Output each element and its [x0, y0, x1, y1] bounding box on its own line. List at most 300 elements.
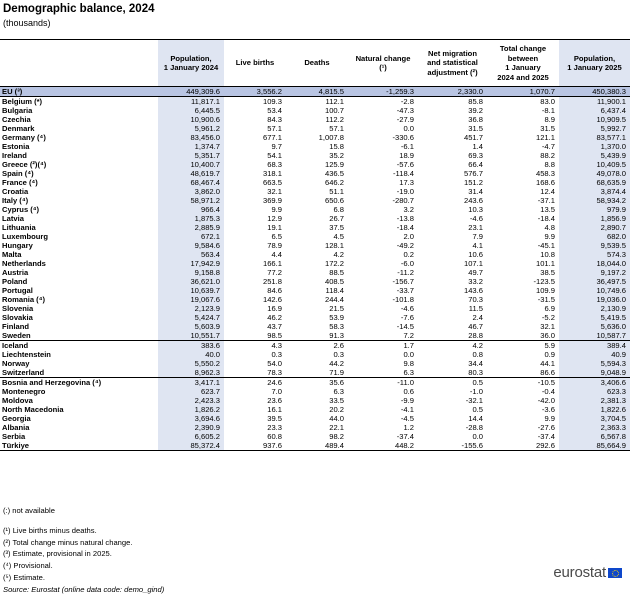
- country-name: Bulgaria: [2, 106, 33, 115]
- table-row: [0, 214, 630, 223]
- cell-value: 83,577.1: [559, 133, 630, 142]
- cell-value: 44.2: [329, 359, 344, 368]
- cell-value: 70.3: [468, 295, 483, 304]
- cell-value: 1,070.7: [487, 87, 559, 97]
- cell-value: 34.4: [468, 359, 483, 368]
- cell-value: 408.5: [324, 277, 344, 286]
- cell-value: 436.5: [324, 169, 344, 178]
- cell-value: 10.6: [468, 250, 483, 259]
- cell-value: 5,961.2: [158, 124, 224, 133]
- cell-value: 1.2: [403, 423, 414, 432]
- cell-value: 98.5: [267, 331, 282, 340]
- cell-value: -1,259.3: [348, 87, 418, 97]
- cell-value: 7.2: [403, 331, 414, 340]
- table-row: [0, 259, 630, 268]
- cell-value: 71.9: [329, 368, 344, 377]
- cell-value: 35.2: [329, 151, 344, 160]
- cell-value: 244.4: [324, 295, 344, 304]
- cell-value: 10,639.7: [158, 286, 224, 295]
- cell-value: 107.1: [463, 259, 483, 268]
- cell-value: 57.1: [329, 124, 344, 133]
- cell-value: 5,424.7: [158, 313, 224, 322]
- cell-value: 5,419.5: [559, 313, 630, 322]
- table-row: [0, 396, 630, 405]
- country-name: Portugal: [2, 286, 33, 295]
- country-name: Spain (⁴): [2, 169, 34, 178]
- cell-value: 54.1: [267, 151, 282, 160]
- cell-value: 449,309.6: [158, 87, 224, 97]
- cell-value: 143.6: [463, 286, 483, 295]
- cell-value: 8.8: [544, 160, 555, 169]
- country-name: Serbia: [2, 432, 26, 441]
- cell-value: -0.4: [541, 387, 555, 396]
- cell-value: 7.0: [271, 387, 282, 396]
- country-name: Ireland: [2, 151, 27, 160]
- cell-value: -6.0: [400, 259, 414, 268]
- cell-value: 84.6: [267, 286, 282, 295]
- cell-value: -330.6: [392, 133, 414, 142]
- cell-value: 112.1: [286, 97, 348, 107]
- cell-value: 78.9: [267, 241, 282, 250]
- cell-value: 10,749.6: [559, 286, 630, 295]
- cell-value: 251.8: [262, 277, 282, 286]
- cell-value: 1,822.6: [559, 405, 630, 414]
- cell-value: 663.5: [262, 178, 282, 187]
- cell-value: -155.6: [418, 441, 487, 451]
- cell-value: 5,351.7: [158, 151, 224, 160]
- cell-value: -32.1: [465, 396, 483, 405]
- cell-value: 36,621.0: [158, 277, 224, 286]
- cell-value: 53.9: [329, 313, 344, 322]
- cell-value: 450,380.3: [559, 87, 630, 97]
- cell-value: 39.2: [468, 106, 483, 115]
- cell-value: 0.5: [418, 378, 487, 388]
- table-body: [0, 87, 630, 451]
- cell-value: 5,636.0: [559, 322, 630, 331]
- cell-value: -33.7: [396, 286, 414, 295]
- cell-value: 3,556.2: [224, 87, 286, 97]
- cell-value: 448.2: [348, 441, 418, 451]
- country-name: Austria: [2, 268, 29, 277]
- cell-value: -37.1: [537, 196, 555, 205]
- cell-value: 4.1: [472, 241, 483, 250]
- table-row: [0, 414, 630, 423]
- cell-value: 2,130.9: [559, 304, 630, 313]
- country-name: Romania (⁴): [2, 295, 45, 304]
- table-row: [0, 178, 630, 187]
- footnote: (:) not available: [3, 506, 55, 515]
- cell-value: 2,423.3: [158, 396, 224, 405]
- cell-value: -118.4: [393, 169, 414, 178]
- cell-value: 0.0: [403, 124, 414, 133]
- cell-value: 58.3: [329, 322, 344, 331]
- cell-value: 88.2: [540, 151, 555, 160]
- cell-value: 383.6: [158, 341, 224, 351]
- country-name: Netherlands: [2, 259, 46, 268]
- cell-value: 38.5: [540, 268, 555, 277]
- table-row: [0, 268, 630, 277]
- country-name: Albania: [2, 423, 30, 432]
- cell-value: -9.9: [400, 396, 414, 405]
- cell-value: 28.8: [468, 331, 483, 340]
- table-row: [0, 151, 630, 160]
- country-name: Luxembourg: [2, 232, 48, 241]
- table-row: [0, 241, 630, 250]
- country-name: Poland: [2, 277, 28, 286]
- table-row: [0, 286, 630, 295]
- cell-value: 85,664.9: [559, 441, 630, 451]
- cell-value: 6,567.8: [559, 432, 630, 441]
- cell-value: 33.2: [468, 277, 483, 286]
- cell-value: 53.4: [267, 106, 282, 115]
- cell-value: 112.2: [325, 115, 344, 124]
- logo-text: eurostat: [553, 564, 606, 581]
- cell-value: 36.0: [540, 331, 555, 340]
- cell-value: 2.6: [286, 341, 348, 351]
- cell-value: -11.2: [397, 268, 414, 277]
- footnote: (²) Total change minus natural change.: [3, 537, 133, 547]
- cell-value: 5,603.9: [158, 322, 224, 331]
- table-row: [0, 441, 630, 451]
- cell-value: 292.6: [487, 441, 559, 451]
- cell-value: 4.8: [544, 223, 555, 232]
- cell-value: 10,551.7: [158, 331, 224, 341]
- cell-value: 458.3: [535, 169, 555, 178]
- cell-value: -123.5: [533, 277, 555, 286]
- table-row: [0, 387, 630, 396]
- cell-value: 677.1: [262, 133, 282, 142]
- country-name: Finland: [2, 322, 29, 331]
- cell-value: 46.7: [468, 322, 483, 331]
- cell-value: -31.5: [537, 295, 555, 304]
- cell-value: 23.1: [468, 223, 483, 232]
- table-row: [0, 106, 630, 115]
- cell-value: 68,467.4: [158, 178, 224, 187]
- cell-value: -45.1: [537, 241, 555, 250]
- cell-value: -2.8: [348, 97, 418, 107]
- cell-value: -4.5: [400, 414, 414, 423]
- cell-value: 5,594.3: [559, 359, 630, 368]
- country-name: Bosnia and Herzegovina (⁴): [0, 378, 158, 388]
- table-row: [0, 322, 630, 331]
- cell-value: -49.2: [396, 241, 414, 250]
- cell-value: 937.6: [224, 441, 286, 451]
- table-row: [0, 205, 630, 214]
- cell-value: 69.3: [468, 151, 483, 160]
- cell-value: 966.4: [158, 205, 224, 214]
- cell-value: 6.5: [271, 232, 282, 241]
- cell-value: 3,406.6: [559, 378, 630, 388]
- cell-value: 650.6: [324, 196, 344, 205]
- cell-value: 10,900.6: [158, 115, 224, 124]
- cell-value: -4.6: [469, 214, 483, 223]
- table-row: [0, 196, 630, 205]
- cell-value: 1,007.8: [318, 133, 344, 142]
- table-row: [0, 142, 630, 151]
- cell-value: 1.7: [348, 341, 418, 351]
- table-row: [0, 187, 630, 196]
- cell-value: -28.8: [465, 423, 483, 432]
- cell-value: 58,971.2: [158, 196, 224, 205]
- cell-value: -5.2: [541, 313, 555, 322]
- table-row: [0, 304, 630, 313]
- cell-value: 68.3: [267, 160, 282, 169]
- cell-value: 58,934.2: [559, 196, 630, 205]
- country-name: Lithuania: [2, 223, 36, 232]
- header-col: Population, 1 January 2024: [158, 40, 224, 87]
- table-row: [0, 313, 630, 322]
- cell-value: -18.4: [396, 223, 414, 232]
- cell-value: 40.0: [158, 350, 224, 359]
- table-row: [0, 169, 630, 178]
- cell-value: 33.5: [329, 396, 344, 405]
- cell-value: 563.4: [158, 250, 224, 259]
- cell-value: 6.3: [333, 387, 344, 396]
- cell-value: 86.6: [540, 368, 555, 377]
- cell-value: -8.1: [541, 106, 555, 115]
- footnote: (³) Estimate, provisional in 2025.: [3, 549, 112, 559]
- cell-value: 32.1: [267, 187, 282, 196]
- cell-value: 10,587.7: [559, 331, 630, 341]
- cell-value: 4.3: [224, 341, 286, 351]
- cell-value: 48,619.7: [158, 169, 224, 178]
- cell-value: 1.4: [472, 142, 483, 151]
- table-row: [0, 277, 630, 286]
- cell-value: -27.6: [537, 423, 555, 432]
- cell-value: 16.9: [267, 304, 282, 313]
- country-name: Norway: [2, 359, 30, 368]
- country-name: Hungary: [2, 241, 33, 250]
- cell-value: 0.0: [403, 350, 414, 359]
- cell-value: 5,439.9: [559, 151, 630, 160]
- country-name: Iceland: [0, 341, 158, 351]
- cell-value: 60.8: [267, 432, 282, 441]
- cell-value: 9.7: [271, 142, 282, 151]
- cell-value: 66.4: [468, 160, 483, 169]
- cell-value: 4.2: [418, 341, 487, 351]
- cell-value: 489.4: [286, 441, 348, 451]
- country-name: Georgia: [2, 414, 31, 423]
- cell-value: 646.2: [324, 178, 344, 187]
- cell-value: 7.9: [472, 232, 483, 241]
- cell-value: 17.3: [399, 178, 414, 187]
- table-row: [0, 223, 630, 232]
- cell-value: -6.1: [400, 142, 414, 151]
- cell-value: 1,856.9: [559, 214, 630, 223]
- cell-value: 51.1: [329, 187, 344, 196]
- cell-value: 10,409.5: [559, 160, 630, 169]
- cell-value: -1.0: [469, 387, 483, 396]
- cell-value: 2.4: [472, 313, 483, 322]
- cell-value: 121.1: [535, 133, 555, 142]
- cell-value: 35.6: [286, 378, 348, 388]
- cell-value: -156.7: [392, 277, 414, 286]
- cell-value: -4.1: [400, 405, 414, 414]
- table-row: [0, 232, 630, 241]
- table-row: [0, 405, 630, 414]
- country-name: France (⁴): [2, 178, 38, 187]
- cell-value: 83.0: [487, 97, 559, 107]
- table-row: [0, 160, 630, 169]
- cell-value: -57.6: [396, 160, 414, 169]
- cell-value: 36,497.5: [559, 277, 630, 286]
- cell-value: 19,067.6: [158, 295, 224, 304]
- cell-value: 40.9: [559, 350, 630, 359]
- country-name: Malta: [2, 250, 22, 259]
- table-row: [0, 432, 630, 441]
- cell-value: 15.8: [329, 142, 344, 151]
- cell-value: -18.4: [537, 214, 555, 223]
- cell-value: 3,874.4: [559, 187, 630, 196]
- cell-value: 54.0: [267, 359, 282, 368]
- table-row-eu: [0, 87, 630, 97]
- cell-value: 84.3: [267, 115, 282, 124]
- cell-value: 128.1: [324, 241, 344, 250]
- country-name: Denmark: [2, 124, 35, 133]
- cell-value: 9.9: [544, 232, 555, 241]
- cell-value: 22.1: [329, 423, 344, 432]
- table-row: [0, 368, 630, 378]
- cell-value: 10,909.5: [559, 115, 630, 124]
- cell-value: 5,992.7: [559, 124, 630, 133]
- cell-value: 2,381.3: [559, 396, 630, 405]
- cell-value: 3,704.5: [559, 414, 630, 423]
- cell-value: 0.6: [403, 387, 414, 396]
- cell-value: -280.7: [392, 196, 414, 205]
- eu-flag-icon: [608, 568, 622, 578]
- cell-value: 14.4: [468, 414, 483, 423]
- country-name: Switzerland: [2, 368, 45, 377]
- cell-value: 21.5: [329, 304, 344, 313]
- cell-value: 9.8: [403, 359, 414, 368]
- cell-value: 9,584.6: [158, 241, 224, 250]
- country-name: Germany (⁴): [2, 133, 46, 142]
- cell-value: 23.3: [267, 423, 282, 432]
- cell-value: 44.1: [540, 359, 555, 368]
- cell-value: 31.5: [540, 124, 555, 133]
- cell-value: 12.9: [267, 214, 282, 223]
- cell-value: 10,400.7: [158, 160, 224, 169]
- cell-value: 6,605.2: [158, 432, 224, 441]
- cell-value: 24.6: [224, 378, 286, 388]
- cell-value: 2,885.9: [158, 223, 224, 232]
- table-row: [0, 378, 630, 388]
- cell-value: 39.5: [267, 414, 282, 423]
- cell-value: -14.5: [396, 322, 414, 331]
- cell-value: 44.0: [329, 414, 344, 423]
- country-name: Estonia: [2, 142, 30, 151]
- cell-value: 0.3: [333, 350, 344, 359]
- table-row: [0, 97, 630, 107]
- cell-value: 11,817.1: [158, 97, 224, 107]
- cell-value: 13.5: [540, 205, 555, 214]
- cell-value: 0.5: [472, 405, 483, 414]
- cell-value: 49.7: [468, 268, 483, 277]
- cell-value: 78.3: [267, 368, 282, 377]
- cell-value: -4.6: [400, 304, 414, 313]
- header-col: Population, 1 January 2025: [559, 40, 630, 87]
- cell-value: 2,390.9: [158, 423, 224, 432]
- country-name: Belgium (*): [0, 97, 158, 107]
- cell-value: 0.8: [472, 350, 483, 359]
- table-row: [0, 331, 630, 341]
- cell-value: 1,826.2: [158, 405, 224, 414]
- cell-value: 623.7: [158, 387, 224, 396]
- cell-value: 5,550.2: [158, 359, 224, 368]
- cell-value: 6,445.5: [158, 106, 224, 115]
- cell-value: 2.0: [403, 232, 414, 241]
- cell-value: 172.2: [324, 259, 344, 268]
- cell-value: 11.5: [468, 304, 483, 313]
- cell-value: 31.5: [468, 124, 483, 133]
- cell-value: 98.2: [329, 432, 344, 441]
- cell-value: 10.3: [468, 205, 483, 214]
- cell-value: 19,036.0: [559, 295, 630, 304]
- cell-value: 16.1: [267, 405, 282, 414]
- cell-value: 389.4: [559, 341, 630, 351]
- country-name: North Macedonia: [2, 405, 64, 414]
- cell-value: 8.9: [544, 115, 555, 124]
- table-row: [0, 423, 630, 432]
- cell-value: 9.9: [544, 414, 555, 423]
- cell-value: 4.2: [333, 250, 344, 259]
- table-row: [0, 341, 630, 351]
- country-name: Liechtenstein: [2, 350, 51, 359]
- header-country: [0, 40, 158, 87]
- cell-value: 3,862.0: [158, 187, 224, 196]
- country-name: Croatia: [2, 187, 29, 196]
- footnote: (⁵) Estimate.: [3, 572, 45, 582]
- cell-value: 9,048.9: [559, 368, 630, 378]
- header-col: Net migration and statistical adjustment (²): [418, 40, 487, 87]
- cell-value: 19.1: [267, 223, 282, 232]
- cell-value: 91.3: [329, 331, 344, 340]
- cell-value: 151.2: [463, 178, 483, 187]
- cell-value: 451.7: [463, 133, 483, 142]
- cell-value: -19.0: [396, 187, 414, 196]
- country-name: Montenegro: [2, 387, 46, 396]
- header-row: [0, 40, 630, 87]
- cell-value: 2,363.3: [559, 423, 630, 432]
- cell-value: 3,694.6: [158, 414, 224, 423]
- table-subtitle: (thousands): [3, 18, 51, 28]
- footnote: (⁴) Provisional.: [3, 561, 53, 571]
- cell-value: -4.7: [541, 142, 555, 151]
- cell-value: 88.5: [329, 268, 344, 277]
- cell-value: 9.9: [271, 205, 282, 214]
- cell-value: -11.0: [348, 378, 418, 388]
- cell-value: 109.9: [535, 286, 555, 295]
- country-name: Moldova: [2, 396, 33, 405]
- table-row: [0, 359, 630, 368]
- cell-value: 5.9: [487, 341, 559, 351]
- cell-value: -7.6: [400, 313, 414, 322]
- cell-value: 6.3: [403, 368, 414, 377]
- cell-value: -37.4: [396, 432, 414, 441]
- country-name: Slovenia: [2, 304, 34, 313]
- footnotes: [3, 505, 164, 596]
- cell-value: 574.3: [559, 250, 630, 259]
- cell-value: 166.1: [262, 259, 282, 268]
- cell-value: 4.5: [333, 232, 344, 241]
- cell-value: 2,123.9: [158, 304, 224, 313]
- cell-value: 318.1: [262, 169, 282, 178]
- cell-value: 0.2: [403, 250, 414, 259]
- header-col: Natural change (¹): [348, 40, 418, 87]
- cell-value: 31.4: [468, 187, 483, 196]
- header-col: Total change between 1 January 2024 and 2025: [487, 40, 559, 87]
- cell-value: 32.1: [540, 322, 555, 331]
